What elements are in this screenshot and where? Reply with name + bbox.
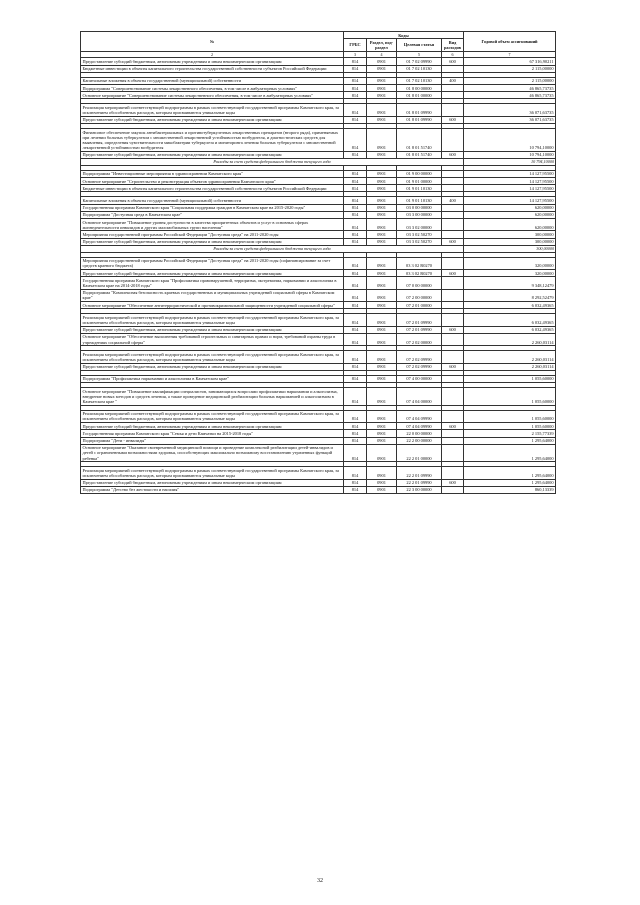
table-row [81, 85, 556, 92]
grbs-code: 814 [344, 197, 367, 204]
target-article-code: 07 2 02 00000 [397, 333, 442, 345]
razdel-code: 0901 [367, 270, 397, 277]
expense-type-code [442, 178, 464, 185]
razdel-code: 0901 [367, 314, 397, 326]
annual-amount: 67 316,90211 [464, 58, 556, 65]
target-article-code: 01 8 01 09990 [397, 116, 442, 123]
expense-type-code [442, 129, 464, 152]
grbs-code: 814 [344, 178, 367, 185]
annual-amount: 2 260,03114 [464, 351, 556, 363]
item-name: Реализация мероприятий соответствующей подпрограммы в рамках соответствующей государственной программы Камчатского края, за исключением обособленных расходов, которым присваиваются уникальные коды [81, 467, 344, 479]
annual-amount: 36 071,63735 [464, 116, 556, 123]
grbs-code: 814 [344, 314, 367, 326]
annual-amount: 1 295,64000 [464, 479, 556, 486]
annual-amount: 8 292,52479 [464, 289, 556, 301]
target-article-code: 22 0 00 00000 [397, 430, 442, 437]
grbs-code: 814 [344, 219, 367, 231]
expense-type-code [442, 444, 464, 462]
annual-amount: 860,13339 [464, 486, 556, 493]
target-article-code: 22 2 01 00000 [397, 444, 442, 462]
item-name: Мероприятия государственной программы Российской Федерации "Доступная среда" на 2011-2020 годы (софинансирование за счет средств краевого бюджета) [81, 257, 344, 269]
expense-type-code: 600 [442, 58, 464, 65]
target-article-code: 07 2 00 00000 [397, 289, 442, 301]
grbs-code: 814 [344, 479, 367, 486]
grbs-code: 814 [344, 58, 367, 65]
table-row [81, 257, 556, 269]
annual-amount: 1 055,60000 [464, 410, 556, 422]
expense-type-code: 600 [442, 479, 464, 486]
item-name: Предоставление субсидий бюджетным, автономным учреждениям и иным некоммерческим организациям [81, 270, 344, 277]
expense-type-code [442, 277, 464, 289]
grbs-code: 814 [344, 104, 367, 116]
item-name: Государственная программа Камчатского края "Социальная поддержка граждан в Камчатском крае на 2015-2020 годы" [81, 204, 344, 211]
target-article-code: 01 8 00 00000 [397, 85, 442, 92]
expense-type-code [442, 437, 464, 444]
target-article-code: 07 0 00 00000 [397, 277, 442, 289]
grbs-code: 814 [344, 270, 367, 277]
annual-amount: 36 071,63735 [464, 104, 556, 116]
item-name: Основное мероприятие "Повышение квалификации специалистов, занимающихся вопросами профилактики наркомании и алкоголизма, внедрение новых методов и средств лечения, а также проведение медицинской реабилитации больных наркоманией и алкоголизмом в Камчатском крае " [81, 388, 344, 406]
razdel-code: 0901 [367, 58, 397, 65]
expense-type-code [442, 231, 464, 238]
col-number: 5 [397, 51, 442, 58]
annual-amount: 2 260,03114 [464, 333, 556, 345]
item-name: Подпрограмма "Инвестиционные мероприятия в здравоохранении Камчатского края" [81, 170, 344, 177]
grbs-code: 814 [344, 129, 367, 152]
expense-type-code [442, 257, 464, 269]
expense-type-code [442, 351, 464, 363]
razdel-code: 0901 [367, 77, 397, 84]
table-row [81, 270, 556, 277]
grbs-code: 814 [344, 185, 367, 192]
razdel-code: 0901 [367, 231, 397, 238]
item-name: Предоставление субсидий бюджетным, автономным учреждениям и иным некоммерческим организациям [81, 116, 344, 123]
table-row [81, 410, 556, 422]
table-row [81, 65, 556, 72]
razdel-code: 0901 [367, 170, 397, 177]
table-row [81, 444, 556, 462]
razdel-code: 0901 [367, 467, 397, 479]
table-row [81, 151, 556, 158]
grbs-code: 814 [344, 151, 367, 158]
razdel-code: 0901 [367, 92, 397, 99]
target-article-code: 01 9 01 00000 [397, 178, 442, 185]
table-row [81, 326, 556, 333]
table-row [81, 185, 556, 192]
razdel-code: 0901 [367, 151, 397, 158]
expense-type-code: 600 [442, 238, 464, 245]
razdel-code: 0901 [367, 388, 397, 406]
grbs-code: 814 [344, 467, 367, 479]
table-row [81, 314, 556, 326]
expense-type-code: 400 [442, 197, 464, 204]
razdel-code: 0901 [367, 302, 397, 309]
target-article-code: 01 8 01 51740 [397, 129, 442, 152]
table-row [81, 467, 556, 479]
razdel-code: 0901 [367, 238, 397, 245]
razdel-code: 0901 [367, 351, 397, 363]
expense-type-code [442, 333, 464, 345]
table-row [81, 289, 556, 301]
razdel-code: 0901 [367, 85, 397, 92]
item-name: Основное мероприятие "Повышение уровня доступности в качества приоритетных объектов и услуг в основных сферах жизнедеятельности инвалидов и других маломобильных групп населения" [81, 219, 344, 231]
razdel-code: 0901 [367, 65, 397, 72]
table-row [81, 363, 556, 370]
target-article-code: 01 8 01 51740 [397, 151, 442, 158]
razdel-code: 0901 [367, 277, 397, 289]
target-article-code: 07 4 04 09990 [397, 410, 442, 422]
annual-amount: 14 127,95500 [464, 185, 556, 192]
razdel-code: 0901 [367, 430, 397, 437]
target-article-code: 22 2 01 09990 [397, 467, 442, 479]
item-name: Реализация мероприятий соответствующей подпрограммы в рамках соответствующей государственной программы Камчатского края, за исключением обособленных расходов, которым присваиваются уникальные коды [81, 314, 344, 326]
federal-budget-note-row [81, 159, 556, 166]
item-name: Подпрограмма "Детство без жестокости и насилия" [81, 486, 344, 493]
item-name: Предоставление субсидий бюджетным, автономным учреждениям и иным некоммерческим организациям [81, 479, 344, 486]
annual-amount: 300,00000 [464, 238, 556, 245]
expense-type-code [442, 410, 464, 422]
item-name: Подпрограмма "Дети - инвалиды" [81, 437, 344, 444]
annual-amount: 14 127,95500 [464, 170, 556, 177]
item-name: Подпрограмма "Профилактика наркомании и алкоголизма в Камчатском крае" [81, 375, 344, 382]
item-name: Предоставление субсидий бюджетным, автономным учреждениям и иным некоммерческим организациям [81, 326, 344, 333]
table-row [81, 178, 556, 185]
grbs-code: 814 [344, 486, 367, 493]
grbs-code: 814 [344, 326, 367, 333]
header-annual: Годовой объем ассигнований [464, 32, 556, 52]
annual-amount: 6 032,49365 [464, 302, 556, 309]
razdel-code: 0901 [367, 104, 397, 116]
target-article-code: 03 3 02 R0270 [397, 270, 442, 277]
table-row [81, 430, 556, 437]
table-row [81, 116, 556, 123]
target-article-code: 01 7 02 10130 [397, 65, 442, 72]
table-row [81, 479, 556, 486]
table-row [81, 170, 556, 177]
grbs-code: 814 [344, 437, 367, 444]
item-name: Предоставление субсидий бюджетным, автономным учреждениям и иным некоммерческим организациям [81, 363, 344, 370]
item-name: Основное мероприятие "Обеспечение выполнения требований строительных и санитарных правил и норм, требований охраны труда в учреждениях социальной сферы" [81, 333, 344, 345]
annual-amount: 2 115,00000 [464, 77, 556, 84]
table-body [81, 58, 556, 494]
expense-type-code [442, 467, 464, 479]
table-row [81, 351, 556, 363]
grbs-code: 814 [344, 423, 367, 430]
target-article-code: 03 0 00 00000 [397, 204, 442, 211]
grbs-code: 814 [344, 333, 367, 345]
table-row [81, 388, 556, 406]
target-article-code: 22 2 01 09990 [397, 479, 442, 486]
grbs-code: 814 [344, 211, 367, 218]
item-name: Реализация мероприятий соответствующей подпрограммы в рамках соответствующей государственной программы Камчатского края, за исключением обособленных расходов, которым присваиваются уникальные коды [81, 104, 344, 116]
table-row [81, 58, 556, 65]
item-name: Основное мероприятие "Строительство и реконструкция объектов здравоохранения Камчатского края" [81, 178, 344, 185]
budget-table [80, 31, 556, 494]
razdel-code: 0901 [367, 363, 397, 370]
page-number: 32 [317, 878, 323, 884]
annual-amount: 320,00000 [464, 257, 556, 269]
item-name: Подпрограмма "Доступная среда в Камчатском крае" [81, 211, 344, 218]
col-number: 7 [464, 51, 556, 58]
table-row [81, 333, 556, 345]
razdel-code: 0901 [367, 410, 397, 422]
item-name: Предоставление субсидий бюджетным, автономным учреждениям и иным некоммерческим организациям [81, 58, 344, 65]
item-name: Мероприятия государственной программы Российской Федерации "Доступная среда" на 2011-2020 годы [81, 231, 344, 238]
target-article-code: 01 9 00 00000 [397, 170, 442, 177]
grbs-code: 814 [344, 289, 367, 301]
annual-amount: 1 055,60000 [464, 388, 556, 406]
annual-amount: 2 155,77339 [464, 430, 556, 437]
target-article-code: 22 3 00 00000 [397, 486, 442, 493]
annual-amount: 1 295,64000 [464, 467, 556, 479]
expense-type-code: 600 [442, 423, 464, 430]
col-number: 4 [367, 51, 397, 58]
expense-type-code [442, 289, 464, 301]
annual-amount: 2 115,00000 [464, 65, 556, 72]
expense-type-code [442, 314, 464, 326]
annual-amount: 320,00000 [464, 270, 556, 277]
razdel-code: 0901 [367, 289, 397, 301]
grbs-code: 814 [344, 77, 367, 84]
expense-type-code [442, 302, 464, 309]
grbs-code: 814 [344, 238, 367, 245]
grbs-code: 814 [344, 277, 367, 289]
expense-type-code [442, 104, 464, 116]
annual-amount: 46 865,73735 [464, 85, 556, 92]
note-text: Расходы за счет средств федерального бюджета текущего года [81, 159, 464, 166]
expense-type-code [442, 430, 464, 437]
table-row [81, 277, 556, 289]
annual-amount: 1 055,60000 [464, 423, 556, 430]
expense-type-code [442, 486, 464, 493]
target-article-code: 03 3 02 50270 [397, 231, 442, 238]
annual-amount: 1 055,60000 [464, 375, 556, 382]
header-razdel: Раздел, под-раздел [367, 39, 397, 51]
grbs-code: 814 [344, 375, 367, 382]
expense-type-code [442, 170, 464, 177]
item-name: Бюджетные инвестиции в объекты капитального строительства государственной собственности субъектов Российской Федерации [81, 65, 344, 72]
col-number: 2 [81, 51, 344, 58]
target-article-code: 01 8 01 00000 [397, 92, 442, 99]
expense-type-code [442, 65, 464, 72]
table-row [81, 197, 556, 204]
razdel-code: 0901 [367, 116, 397, 123]
grbs-code: 814 [344, 116, 367, 123]
grbs-code: 814 [344, 410, 367, 422]
table-row [81, 437, 556, 444]
target-article-code: 03 3 02 R0270 [397, 257, 442, 269]
razdel-code: 0901 [367, 185, 397, 192]
expense-type-code [442, 219, 464, 231]
target-article-code: 03 3 02 50270 [397, 238, 442, 245]
table-row [81, 238, 556, 245]
razdel-code: 0901 [367, 326, 397, 333]
target-article-code: 07 2 02 09990 [397, 363, 442, 370]
grbs-code: 814 [344, 170, 367, 177]
target-article-code: 01 7 02 10130 [397, 77, 442, 84]
table-row [81, 219, 556, 231]
header-grbs: ГРБС [344, 39, 367, 51]
item-name: Основное мероприятие "Совершенствование системы лекарственного обеспечения, в том числе в амбулаторных условиях" [81, 92, 344, 99]
target-article-code: 01 7 02 09990 [397, 58, 442, 65]
target-article-code: 01 9 01 10130 [397, 197, 442, 204]
annual-amount: 620,00000 [464, 211, 556, 218]
target-article-code: 07 4 04 00000 [397, 388, 442, 406]
annual-amount: 10 794,10000 [464, 129, 556, 152]
table-row [81, 211, 556, 218]
annual-amount: 620,00000 [464, 219, 556, 231]
table-row [81, 104, 556, 116]
col-number: 6 [442, 51, 464, 58]
razdel-code: 0901 [367, 257, 397, 269]
item-name: Реализация мероприятий соответствующей подпрограммы в рамках соответствующей государственной программы Камчатского края, за исключением обособленных расходов, которым присваиваются уникальные коды [81, 410, 344, 422]
item-name: Подпрограмма "Совершенствование системы лекарственного обеспечения, в том числе в амбулаторных условиях" [81, 85, 344, 92]
expense-type-code: 600 [442, 326, 464, 333]
item-name: Государственная программа Камчатского края "Профилактика правонарушений, терроризма, экстремизма, наркомании и алкоголизма в Камчатском крае на 2014-2018 годы" [81, 277, 344, 289]
table-row [81, 375, 556, 382]
note-sum: 10 794,10000 [464, 159, 556, 166]
item-name: Финансовое обеспечение закупок антибактериальных и противотуберкулезных лекарственных препаратов (второго ряда), применяемых при лечении больных туберкулезом с множественной лекарственной устойчивостью возбудителя, и диагностических средств для выявления, определения чувствительности микобактерии туберкулеза и мониторинга лечения больных туберкулезом с множественной лекарственной устойчивостью возбудителя [81, 129, 344, 152]
grbs-code: 814 [344, 204, 367, 211]
annual-amount: 620,00000 [464, 204, 556, 211]
target-article-code: 07 2 01 00000 [397, 302, 442, 309]
note-text: Расходы за счет средств федерального бюджета текущего года [81, 245, 464, 252]
grbs-code: 814 [344, 388, 367, 406]
item-name: Основное мероприятие "Обеспечение антитеррористической и противокриминальной защищенности учреждений социальной сферы" [81, 302, 344, 309]
razdel-code: 0901 [367, 486, 397, 493]
grbs-code: 814 [344, 363, 367, 370]
table-row [81, 302, 556, 309]
federal-budget-note-row [81, 245, 556, 252]
target-article-code: 03 3 00 00000 [397, 211, 442, 218]
annual-amount: 6 032,49365 [464, 326, 556, 333]
item-name: Предоставление субсидий бюджетным, автономным учреждениям и иным некоммерческим организациям [81, 238, 344, 245]
razdel-code: 0901 [367, 211, 397, 218]
expense-type-code [442, 388, 464, 406]
expense-type-code: 600 [442, 363, 464, 370]
annual-amount: 14 127,95500 [464, 197, 556, 204]
annual-amount: 300,00000 [464, 231, 556, 238]
item-name: Предоставление субсидий бюджетным, автономным учреждениям и иным некоммерческим организациям [81, 423, 344, 430]
annual-amount: 6 032,49365 [464, 314, 556, 326]
header-vr: Вид расходов [442, 39, 464, 51]
annual-amount: 1 295,64000 [464, 437, 556, 444]
grbs-code: 814 [344, 257, 367, 269]
target-article-code: 07 2 01 09990 [397, 314, 442, 326]
header-num: № [81, 32, 344, 52]
grbs-code: 814 [344, 444, 367, 462]
item-name: Капитальные вложения в объекты государственной (муниципальной) собственности [81, 77, 344, 84]
table-row [81, 423, 556, 430]
grbs-code: 814 [344, 302, 367, 309]
grbs-code: 814 [344, 231, 367, 238]
expense-type-code [442, 185, 464, 192]
target-article-code: 01 9 01 10130 [397, 185, 442, 192]
document-page [80, 31, 555, 494]
grbs-code: 814 [344, 85, 367, 92]
grbs-code: 814 [344, 92, 367, 99]
column-number-row [81, 51, 556, 58]
annual-amount: 2 260,03114 [464, 363, 556, 370]
razdel-code: 0901 [367, 437, 397, 444]
table-row [81, 92, 556, 99]
item-name: Бюджетные инвестиции в объекты капитального строительства государственной собственности субъектов Российской Федерации [81, 185, 344, 192]
razdel-code: 0901 [367, 423, 397, 430]
expense-type-code [442, 204, 464, 211]
annual-amount: 1 295,64000 [464, 444, 556, 462]
expense-type-code [442, 211, 464, 218]
annual-amount: 9 348,12479 [464, 277, 556, 289]
grbs-code: 814 [344, 430, 367, 437]
grbs-code: 814 [344, 65, 367, 72]
target-article-code: 07 4 04 09990 [397, 423, 442, 430]
col-number: 3 [344, 51, 367, 58]
table-row [81, 77, 556, 84]
annual-amount: 10 794,10000 [464, 151, 556, 158]
item-name: Государственная программа Камчатского края "Семья и дети Камчатки на 2015-2018 годы" [81, 430, 344, 437]
annual-amount: 46 865,73735 [464, 92, 556, 99]
target-article-code: 03 3 02 00000 [397, 219, 442, 231]
razdel-code: 0901 [367, 375, 397, 382]
expense-type-code: 400 [442, 77, 464, 84]
table-row [81, 231, 556, 238]
razdel-code: 0901 [367, 197, 397, 204]
grbs-code: 814 [344, 351, 367, 363]
razdel-code: 0901 [367, 333, 397, 345]
expense-type-code: 600 [442, 151, 464, 158]
target-article-code: 07 2 02 09990 [397, 351, 442, 363]
razdel-code: 0901 [367, 129, 397, 152]
target-article-code: 07 4 00 00000 [397, 375, 442, 382]
expense-type-code [442, 85, 464, 92]
target-article-code: 07 2 01 09990 [397, 326, 442, 333]
table-row [81, 486, 556, 493]
razdel-code: 0901 [367, 444, 397, 462]
item-name: Основное мероприятие "Оказание своевременной медицинской помощи и проведение комплексной реабилитации детей-инвалидов и детей с ограниченными возможностями здоровья, способствующих максимально возможному восстановлению утраченных функций ребенка" [81, 444, 344, 462]
item-name: Подпрограмма "Комплексная безопасность краевых государственных и муниципальных учреждений социальной сферы в Камчатском крае" [81, 289, 344, 301]
item-name: Предоставление субсидий бюджетным, автономным учреждениям и иным некоммерческим организациям [81, 151, 344, 158]
header-csr: Целевая статья [397, 39, 442, 51]
annual-amount: 14 127,95500 [464, 178, 556, 185]
expense-type-code [442, 92, 464, 99]
note-sum: 300,00000 [464, 245, 556, 252]
table-row [81, 204, 556, 211]
razdel-code: 0901 [367, 219, 397, 231]
header-codes: Коды [344, 32, 464, 39]
expense-type-code: 600 [442, 116, 464, 123]
razdel-code: 0901 [367, 479, 397, 486]
expense-type-code [442, 375, 464, 382]
item-name: Капитальные вложения в объекты государственной (муниципальной) собственности [81, 197, 344, 204]
table-row [81, 129, 556, 152]
razdel-code: 0901 [367, 178, 397, 185]
item-name: Реализация мероприятий соответствующей подпрограммы в рамках соответствующей государственной программы Камчатского края, за исключением обособленных расходов, которым присваиваются уникальные коды [81, 351, 344, 363]
expense-type-code: 600 [442, 270, 464, 277]
target-article-code: 01 8 01 09990 [397, 104, 442, 116]
target-article-code: 22 2 00 00000 [397, 437, 442, 444]
razdel-code: 0901 [367, 204, 397, 211]
